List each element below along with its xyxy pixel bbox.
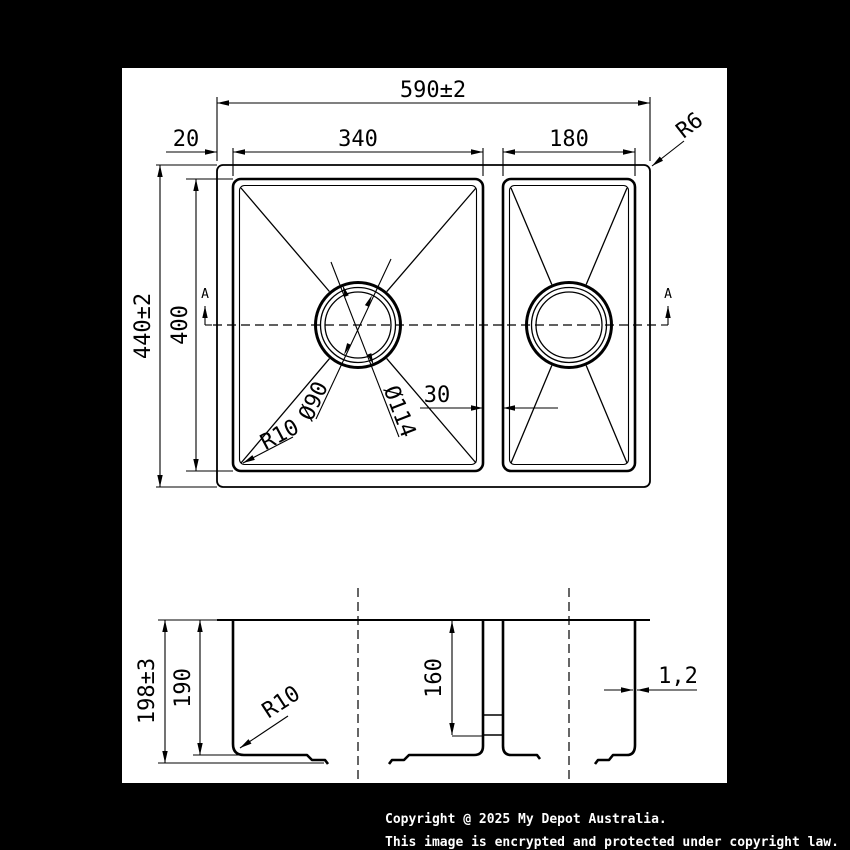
dim-drain-outer-label: Ø114	[377, 382, 421, 441]
dim-bowl-gap-label: 30	[423, 383, 451, 408]
dim-drain-inner-label: Ø90	[294, 377, 334, 425]
dim-bowl-corner-radius-label: R10	[256, 414, 304, 456]
dim-right-bowl-depth-label: 160	[422, 658, 447, 698]
dim-left-bowl-depth-label: 190	[171, 668, 196, 708]
dim-bottom-radius-label: R10	[257, 681, 305, 724]
dim-right-bowl-width-label: 180	[549, 127, 589, 152]
dim-left-offset-label: 20	[172, 127, 200, 152]
section-label-left: A	[201, 287, 209, 302]
dim-bowl-depth-label: 400	[168, 305, 193, 345]
dim-left-bowl-width-label: 340	[338, 127, 378, 152]
protection-line: This image is encrypted and protected under copyright law.	[385, 835, 839, 850]
copyright-line: Copyright @ 2025 My Depot Australia.	[385, 812, 667, 827]
dim-corner-radius-label: R6	[671, 107, 709, 144]
dim-wall-thickness-label: 1,2	[658, 664, 698, 689]
dim-overall-height-label: 198±3	[135, 657, 160, 725]
dim-overall-width-label: 590±2	[399, 78, 467, 103]
dim-overall-depth-label: 440±2	[131, 292, 156, 360]
section-label-right: A	[664, 287, 672, 302]
